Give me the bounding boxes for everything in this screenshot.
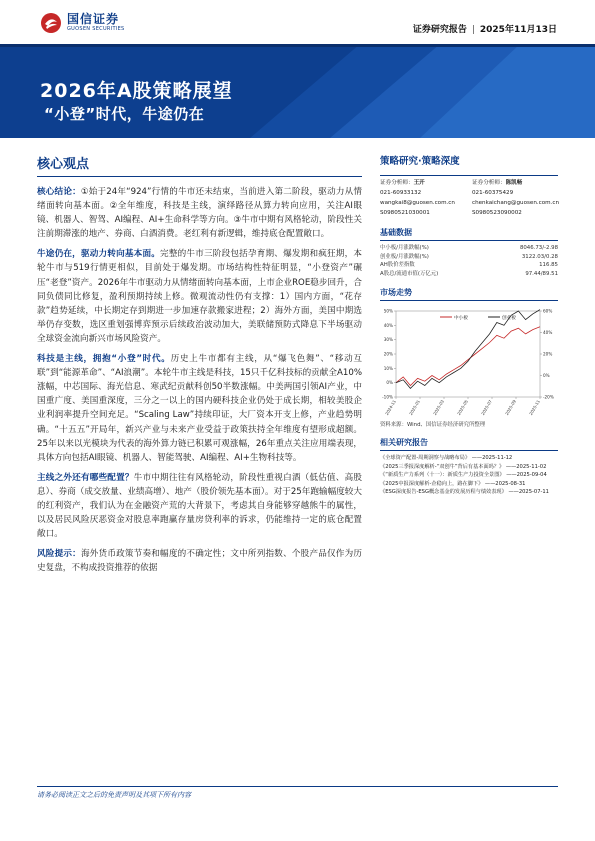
y-right-tick-label: -20% — [543, 394, 554, 400]
y-right-tick-label: 0% — [543, 373, 550, 379]
data-label: A股总/流通市值(万亿元) — [380, 270, 439, 277]
core-paragraph — [37, 247, 362, 346]
basic-data-table — [380, 244, 558, 278]
y-right-tick-label: 20% — [543, 351, 553, 357]
report-title: 2026年A股策略展望 — [40, 80, 233, 102]
x-tick-label: 2025-05 — [456, 399, 469, 417]
analyst-card — [472, 178, 558, 218]
data-value: 3122.03/0.28 — [521, 253, 558, 260]
paragraph-text: 海外货币政策节奏和幅度的不确定性；文中所列指数、个股产品仅作为历史复盘，不构成投资推荐的依据 — [37, 549, 362, 574]
x-tick-label: 2025-01 — [408, 399, 421, 417]
data-value: 116.85 — [539, 262, 558, 269]
x-tick-label: 2025-07 — [480, 399, 493, 417]
market-trend-chart — [380, 305, 558, 417]
y-tick-label: 30% — [383, 337, 393, 343]
data-row — [380, 253, 558, 262]
analyst-label: 证券分析师： — [380, 180, 414, 186]
company-logo — [40, 12, 125, 34]
y-tick-label: 50% — [383, 308, 393, 314]
paragraph-text: 历史上牛市都有主线，从“爆飞色舞”、“移动互联”到“能源革命”、“AI浪潮”。本轮牛市主线是科技，15只千亿科技标的贡献全A10%涨幅，中芯国际、海光信息、寒武纪贡献科创50半数涨幅。中美两国引领AI产业，中国重广度、美国重深度，三分之一以上的国内硬科技企业仍处于成长期，相较美股企业利润率提升空间充足。“Scaling Law”持续印证，大厂资本开支上修，产业趋势明确。“十五五”开局年，新兴产业与未来产业受益于政策扶持全年维度有望形成超额。25年以来以光模块为代表的海外算力链已积累可观涨幅，26年重点关注应用端表现，具体方向包括AI眼镜、机器人、智能驾驶、AI编程、AI+生物科技等。 — [37, 354, 363, 463]
analyst-cert: S0980521030001 — [380, 210, 430, 216]
analyst-label: 证券分析师： — [472, 180, 506, 186]
analyst-block — [380, 175, 558, 218]
analyst-name: 王开 — [413, 180, 425, 186]
data-value: 97.44/89.51 — [525, 270, 558, 277]
paragraph-lead: 科技是主线，拥抱“小登”时代。 — [37, 354, 171, 365]
plot-frame — [396, 311, 540, 397]
paragraph-lead: 主线之外还有哪些配置？ — [37, 472, 134, 483]
data-label: AH股价差指数 — [380, 262, 415, 269]
report-date: 2025年11月13日 — [479, 25, 557, 35]
legend-label: 中小板 — [454, 316, 468, 322]
data-label: 中小板/月涨跌幅(%) — [380, 245, 429, 251]
core-views-section — [37, 153, 362, 581]
logo-en-text: GUOSEN SECURITIES — [67, 26, 125, 32]
chart-source: 资料来源：Wind、国信证券经济研究所整理 — [380, 422, 486, 429]
analyst-email[interactable]: chenkaichang@guosen.com.cn — [472, 200, 560, 206]
core-paragraph — [37, 547, 362, 575]
page-header — [0, 0, 595, 44]
y-tick-label: 40% — [383, 323, 393, 329]
related-reports-list — [380, 454, 558, 496]
core-paragraph — [37, 185, 362, 241]
analyst-phone: 021-60933132 — [380, 190, 422, 196]
data-row — [380, 261, 558, 270]
legend-label: 创业板 — [502, 316, 516, 322]
related-report-link[interactable]: 《2025三季报深度解析-“双创牛”背后有基本面吗？》 ——2025-11-02 — [380, 463, 547, 470]
analyst-name: 陈凯畅 — [505, 180, 523, 186]
basic-data-heading: 基础数据 — [380, 227, 558, 241]
sidebar — [380, 153, 558, 496]
data-value: 8046.73/-2.98 — [519, 245, 558, 251]
x-tick-label: 2024-11 — [384, 399, 397, 417]
y-tick-label: -10% — [382, 394, 393, 400]
data-row — [380, 270, 558, 279]
data-row — [380, 244, 558, 253]
core-paragraph — [37, 352, 362, 465]
x-tick-label: 2025-11 — [528, 399, 541, 417]
y-right-tick-label: 40% — [543, 330, 553, 336]
report-category: 策略研究·策略深度 — [380, 156, 460, 167]
related-report-link[interactable]: 《全球资产配置-周期洞察与战略布局》 ——2025-11-12 — [380, 455, 513, 462]
paragraph-lead: 核心结论： — [37, 187, 81, 197]
data-label: 创业板/月涨跌幅(%) — [380, 253, 429, 260]
y-tick-label: 0% — [386, 380, 393, 386]
footer-disclaimer: 请务必阅读正文之后的免责声明及其项下所有内容 — [37, 791, 191, 799]
x-tick-label: 2025-09 — [504, 399, 517, 417]
related-report-link[interactable]: 《2025中报深度解析-企稳向上，路在脚下》 ——2025-08-31 — [380, 480, 526, 487]
report-subtitle: “小登”时代，牛途仍在 — [44, 105, 205, 123]
analyst-phone: 021-60375429 — [472, 190, 514, 196]
logo-cn-text: 国信证券 — [67, 12, 120, 26]
footer-divider — [37, 786, 558, 787]
paragraph-lead: 风险提示： — [37, 549, 81, 560]
y-tick-label: 10% — [383, 366, 393, 372]
guosen-logo-icon — [40, 12, 62, 34]
title-banner — [0, 44, 595, 138]
x-tick-label: 2025-03 — [432, 399, 445, 417]
related-report-link[interactable]: 《“新质生产力系列（十一）：新质生产力投资全景图》 ——2025-09-04 — [380, 472, 547, 479]
trend-chart-svg — [380, 305, 558, 417]
series-line-1 — [396, 310, 540, 389]
paragraph-text: 完整的牛市三阶段包括孕育期、爆发期和疯狂期，本轮牛市与519行情更相似，目前处于爆发期。市场结构性特征明显，“小登资产”碾压“老登”资产。2026年牛市驱动力从情绪面转向基本面，上市企业ROE稳步回升，合同负债同比修复，盈利预期持续上修。微观流动性仍有支撑：1）国内方面，“花存款”趋势延续，中长期定存到期进一步加速存款搬家进程；2）海外方面，美国中期选举仍存变数，选区重划强博弈预示后续政治波动加大，美联储预防式降息下半场驱动全球资金流向新兴市场风险资产。 — [37, 249, 362, 344]
paragraph-lead: 牛途仍在，驱动力转向基本面。 — [37, 249, 161, 260]
analyst-email[interactable]: wangkai8@guosen.com.cn — [380, 200, 455, 206]
paragraph-text: 牛市中期往往有风格轮动，阶段性重视白酒（低估值、高股息）、券商（成交放量、业绩高增）、地产（股价领先基本面）。对于25年跑输幅度较大的红利资产，我们认为在金融资产荒的大背景下，考虑其自身能够穿越熊牛的属性，以及居民风险厌恶资金对股息率跑赢存量房贷利率的诉求，仍能维持一定的底仓配置敞口。 — [37, 472, 362, 540]
related-report-link[interactable]: 《ESG深度报告-ESG概念基金的发展历程与绩效表现》 ——2025-07-11 — [380, 489, 549, 495]
analyst-cert: S0980523090002 — [472, 210, 522, 216]
y-right-tick-label: 60% — [543, 308, 553, 314]
series-line-0 — [396, 327, 540, 386]
doc-meta — [413, 22, 557, 35]
market-trend-heading: 市场走势 — [380, 287, 558, 301]
core-views-heading: 核心观点 — [37, 153, 362, 177]
y-tick-label: 20% — [383, 351, 393, 357]
paragraph-text: ①始于24年“924”行情的牛市还未结束，当前进入第二阶段，驱动力从情绪面转向基本面。②全年维度，科技是主线，演绎路径从算力转向应用，关注AI眼镜、机器人、智驾、AI编程、AI+生命科学等方向。③牛市中期有风格轮动，阶段性关注前期滞涨的地产、券商、白酒消费。老红利有新逻辑，维持底仓配置敞口。 — [37, 187, 362, 240]
meta-separator: | — [471, 25, 475, 35]
related-reports-heading: 相关研究报告 — [380, 437, 558, 451]
core-paragraph — [37, 471, 362, 541]
analyst-card — [380, 178, 466, 218]
report-type: 证券研究报告 — [412, 25, 467, 35]
